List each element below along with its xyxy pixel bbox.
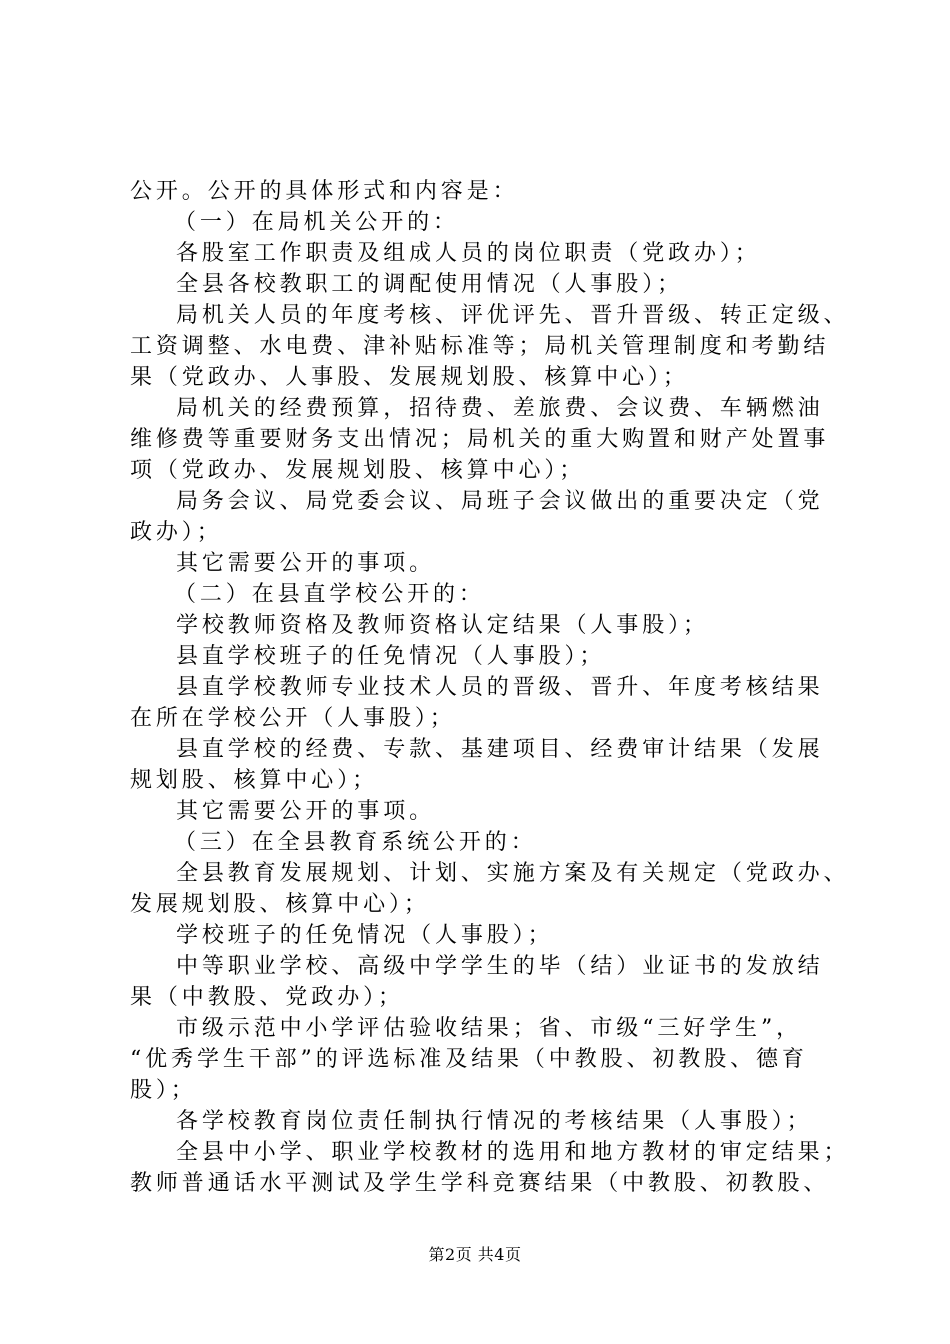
text-line: 局机关的经费预算，招待费、差旅费、会议费、车辆燃油 — [176, 396, 824, 421]
text-line: 中等职业学校、高级中学学生的毕（结）业证书的发放结 — [176, 954, 824, 979]
text-line: 其它需要公开的事项。 — [176, 799, 436, 824]
text-line: 股）； — [130, 1078, 197, 1103]
text-line: 全县教育发展规划、计划、实施方案及有关规定（党政办、 — [176, 861, 850, 886]
text-line: “优秀学生干部”的评选标准及结果（中教股、初教股、德育 — [130, 1047, 808, 1072]
document-body — [130, 176, 850, 1199]
text-line: 政办）； — [130, 520, 223, 545]
text-line: 公开。公开的具体形式和内容是： — [130, 179, 519, 204]
text-line: 果（党政办、人事股、发展规划股、核算中心）； — [130, 365, 689, 390]
text-line: 县直学校的经费、专款、基建项目、经费审计结果（发展 — [176, 737, 824, 762]
text-line: 果（中教股、党政办）； — [130, 985, 404, 1010]
text-line: 工资调整、水电费、津补贴标准等；局机关管理制度和考勤结 — [130, 334, 830, 359]
text-line: 规划股、核算中心）； — [130, 768, 379, 793]
text-line: （三）在全县教育系统公开的： — [174, 830, 537, 855]
text-line: 学校班子的任免情况（人事股）； — [176, 923, 554, 948]
text-line: （一）在局机关公开的： — [174, 210, 459, 235]
text-line: 项（党政办、发展规划股、核算中心）； — [130, 458, 586, 483]
text-line: 维修费等重要财务支出情况；局机关的重大购置和财产处置事 — [130, 427, 830, 452]
text-line: （二）在县直学校公开的： — [174, 582, 485, 607]
text-line: 在所在学校公开（人事股）； — [130, 706, 456, 731]
text-line: 县直学校教师专业技术人员的晋级、晋升、年度考核结果 — [176, 675, 824, 700]
text-line: 各股室工作职责及组成人员的岗位职责（党政办）； — [176, 241, 761, 266]
text-line: 发展规划股、核算中心）； — [130, 892, 430, 917]
text-line: 学校教师资格及教师资格认定结果（人事股）； — [176, 613, 709, 638]
text-line: 县直学校班子的任免情况（人事股）； — [176, 644, 606, 669]
text-line: 全县中小学、职业学校教材的选用和地方教材的审定结果； — [176, 1140, 850, 1165]
text-line: 教师普通话水平测试及学生学科竞赛结果（中教股、初教股、 — [130, 1171, 830, 1196]
text-line: 局机关人员的年度考核、评优评先、晋升晋级、转正定级、 — [176, 303, 850, 328]
text-line: 局务会议、局党委会议、局班子会议做出的重要决定（党 — [176, 489, 824, 514]
text-line: 全县各校教职工的调配使用情况（人事股）； — [176, 272, 684, 297]
text-line: 各学校教育岗位责任制执行情况的考核结果（人事股）； — [176, 1109, 813, 1134]
page-footer: 第2页 共4页 — [428, 1245, 522, 1264]
text-line: 市级示范中小学评估验收结果；省、市级“三好学生”， — [176, 1016, 802, 1041]
text-line: 其它需要公开的事项。 — [176, 551, 436, 576]
